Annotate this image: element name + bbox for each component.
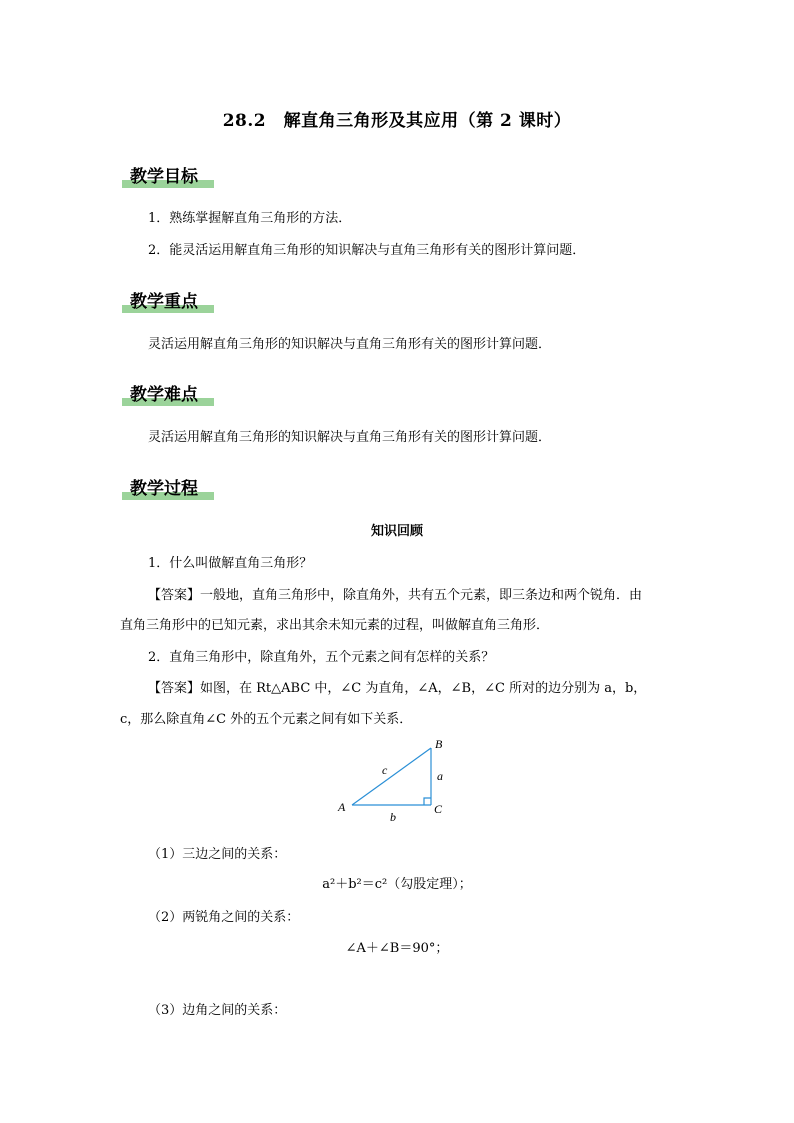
answer-1-line-1: 【答案】一般地，直角三角形中，除直角外，共有五个元素，即三条边和两个锐角．由 [148, 588, 643, 603]
vertex-label-A: A [338, 800, 346, 814]
question-1: 1．什么叫做解直角三角形？ [148, 556, 313, 571]
relation-2-formula: ∠A＋∠B＝90°； [345, 941, 449, 956]
answer-2-line-1: 【答案】如图，在 Rt△ABC 中，∠C 为直角，∠A，∠B，∠C 所对的边分别为 a，b， [148, 681, 647, 696]
relation-2-label: （2）两锐角之间的关系： [148, 910, 300, 925]
relation-3-label: （3）边角之间的关系： [148, 1003, 287, 1018]
relation-1-formula: a²＋b²＝c²（勾股定理）； [322, 877, 472, 892]
relation-1-label: （1）三边之间的关系： [148, 847, 287, 862]
knowledge-review-title: 知识回顾 [370, 524, 423, 539]
right-triangle-figure [330, 732, 460, 824]
question-2: 2．直角三角形中，除直角外，五个元素之间有怎样的关系？ [148, 650, 495, 665]
vertex-label-B: B [435, 737, 443, 751]
side-label-b: b [390, 810, 396, 824]
heading-text: 教学重点 [130, 292, 198, 312]
answer-1-line-2: 直角三角形中的已知元素，求出其余未知元素的过程，叫做解直角三角形． [120, 618, 550, 633]
right-angle-mark [424, 798, 431, 805]
key-points-text: 灵活运用解直角三角形的知识解决与直角三角形有关的图形计算问题． [148, 337, 552, 352]
vertex-label-C: C [434, 802, 443, 816]
heading-text: 教学难点 [130, 385, 198, 405]
side-label-c: c [382, 763, 388, 777]
side-c [352, 748, 431, 805]
answer-2-line-2: c，那么除直角∠C 外的五个元素之间有如下关系． [120, 712, 413, 727]
document-title: 28.2 解直角三角形及其应用（第 2 课时） [222, 111, 572, 131]
objective-item-1: 1．熟练掌握解直角三角形的方法． [148, 211, 352, 226]
objective-item-2: 2．能灵活运用解直角三角形的知识解决与直角三角形有关的图形计算问题． [148, 243, 586, 258]
heading-text: 教学目标 [130, 167, 198, 187]
heading-text: 教学过程 [130, 479, 198, 499]
difficulties-text: 灵活运用解直角三角形的知识解决与直角三角形有关的图形计算问题． [148, 430, 552, 445]
side-label-a: a [437, 769, 443, 783]
